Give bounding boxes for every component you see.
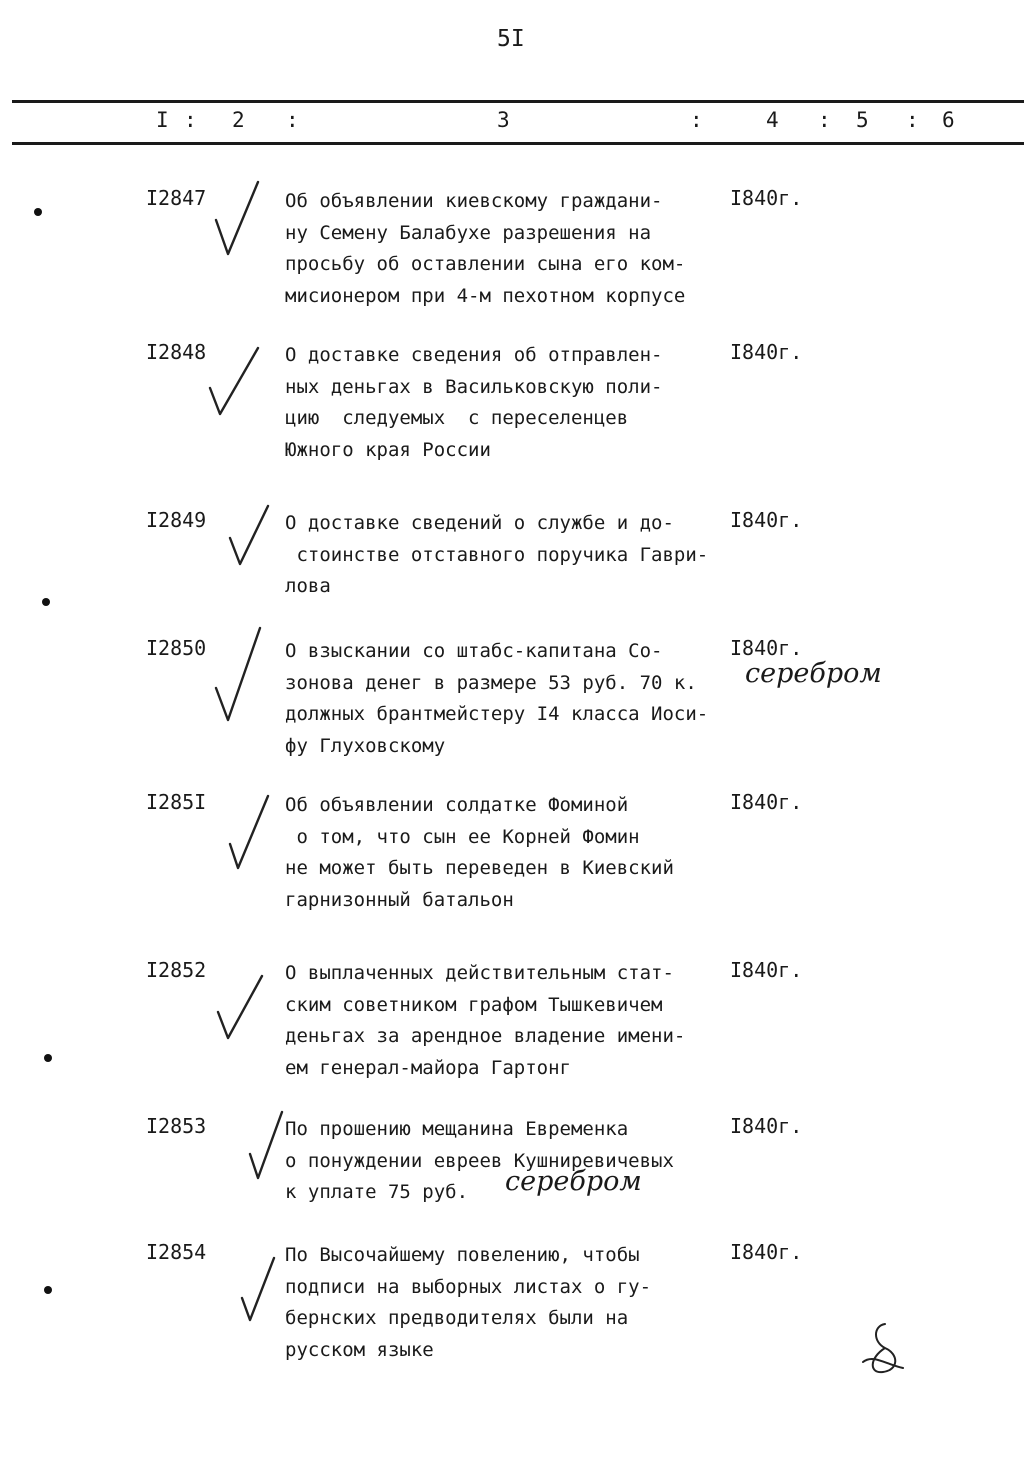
entry-number: I2847 bbox=[146, 186, 207, 210]
description-line: должных брантмейстеру I4 класса Иоси- bbox=[285, 703, 709, 725]
entry-description bbox=[285, 508, 708, 603]
entry-number: I285I bbox=[146, 790, 207, 814]
checkmark-icon bbox=[246, 1108, 286, 1184]
description-line: О доставке сведений о службе и до- bbox=[285, 512, 674, 534]
entry-year: I840г. bbox=[730, 790, 803, 814]
checkmark-icon bbox=[214, 972, 266, 1044]
margin-dot bbox=[42, 598, 50, 606]
column-header-1: I bbox=[156, 108, 169, 132]
entry-year: I840г. bbox=[730, 958, 803, 982]
entry-year: I840г. bbox=[730, 508, 803, 532]
entry-number: I2854 bbox=[146, 1240, 207, 1264]
column-header-5: 5 bbox=[856, 108, 869, 132]
description-line: стоинстве отставного поручика Гаври- bbox=[285, 543, 709, 566]
description-line: подписи на выборных листах о гу- bbox=[285, 1275, 652, 1298]
description-line: Об объявлении солдатке Фоминой bbox=[285, 794, 629, 816]
header-top-rule bbox=[12, 100, 1024, 103]
entry-number: I2849 bbox=[146, 508, 207, 532]
description-line: деньгах за арендное владение имени- bbox=[285, 1025, 686, 1047]
checkmark-icon bbox=[206, 344, 262, 420]
margin-dot bbox=[44, 1286, 52, 1294]
description-line: ну Семену Балабухе разрешения на bbox=[285, 221, 652, 244]
margin-dot bbox=[44, 1054, 52, 1062]
entry-description bbox=[285, 958, 685, 1084]
handwritten-initial-mark bbox=[855, 1318, 915, 1378]
description-line: о том, что сын ее Корней Фомин bbox=[285, 825, 640, 848]
description-line: не может быть переведен в Киевский bbox=[285, 857, 674, 879]
column-separator: : bbox=[818, 108, 831, 132]
entry-year: I840г. bbox=[730, 636, 803, 660]
description-line: О доставке сведения об отправлен- bbox=[285, 344, 663, 366]
column-header-4: 4 bbox=[766, 108, 779, 132]
description-line: Южного края России bbox=[285, 438, 491, 461]
description-line: Об объявлении киевскому граждани- bbox=[285, 190, 663, 212]
description-line: мисионером при 4-м пехотном корпусе bbox=[285, 284, 686, 307]
description-line: русском языке bbox=[285, 1338, 434, 1361]
column-separator: : bbox=[286, 108, 299, 132]
checkmark-icon bbox=[212, 624, 264, 728]
entry-description bbox=[285, 1240, 651, 1366]
column-header-6: 6 bbox=[942, 108, 955, 132]
description-line: зонова денег в размере 53 руб. 70 к. bbox=[285, 671, 697, 694]
entry-number: I2848 bbox=[146, 340, 207, 364]
entry-number: I2852 bbox=[146, 958, 207, 982]
description-line: просьбу об оставлении сына его ком- bbox=[285, 253, 686, 275]
column-header-2: 2 bbox=[232, 108, 245, 132]
checkmark-icon bbox=[238, 1254, 278, 1326]
description-line: о понуждении евреев Кушниревичевых bbox=[285, 1149, 674, 1172]
description-line: бернских предводителях были на bbox=[285, 1307, 629, 1329]
checkmark-icon bbox=[226, 792, 272, 874]
checkmark-icon bbox=[212, 178, 262, 262]
description-line: О выплаченных действительным стат- bbox=[285, 962, 674, 984]
column-separator: : bbox=[690, 108, 703, 132]
entry-year: I840г. bbox=[730, 340, 803, 364]
entry-year: I840г. bbox=[730, 1240, 803, 1264]
entry-number: I2850 bbox=[146, 636, 207, 660]
description-line: к уплате 75 руб. bbox=[285, 1181, 469, 1203]
handwritten-annotation: серебром bbox=[505, 1166, 642, 1197]
description-line: ским советником графом Тышкевичем bbox=[285, 993, 663, 1016]
page-number: 5I bbox=[497, 26, 525, 52]
entry-description bbox=[285, 790, 674, 916]
description-line: ных деньгах в Васильковскую поли- bbox=[285, 375, 663, 398]
entry-number: I2853 bbox=[146, 1114, 207, 1138]
description-line: ем генерал-майора Гартонг bbox=[285, 1056, 571, 1079]
entry-description bbox=[285, 340, 663, 466]
description-line: фу Глуховскому bbox=[285, 734, 446, 757]
description-line: гарнизонный батальон bbox=[285, 888, 514, 911]
entry-year: I840г. bbox=[730, 1114, 803, 1138]
entry-year: I840г. bbox=[730, 186, 803, 210]
description-line: По прошению мещанина Евременка bbox=[285, 1118, 629, 1140]
column-separator: : bbox=[184, 108, 197, 132]
description-line: лова bbox=[285, 575, 331, 597]
margin-dot bbox=[34, 208, 42, 216]
header-bottom-rule bbox=[12, 142, 1024, 145]
description-line: цию следуемых с переселенцев bbox=[285, 407, 629, 429]
description-line: О взыскании со штабс-капитана Со- bbox=[285, 640, 663, 662]
handwritten-annotation: серебром bbox=[745, 658, 882, 689]
description-line: По Высочайшему повелению, чтобы bbox=[285, 1244, 640, 1266]
entry-description bbox=[285, 636, 708, 762]
column-separator: : bbox=[906, 108, 919, 132]
entry-description bbox=[285, 186, 685, 312]
checkmark-icon bbox=[226, 502, 272, 572]
column-header-3: 3 bbox=[497, 108, 510, 132]
